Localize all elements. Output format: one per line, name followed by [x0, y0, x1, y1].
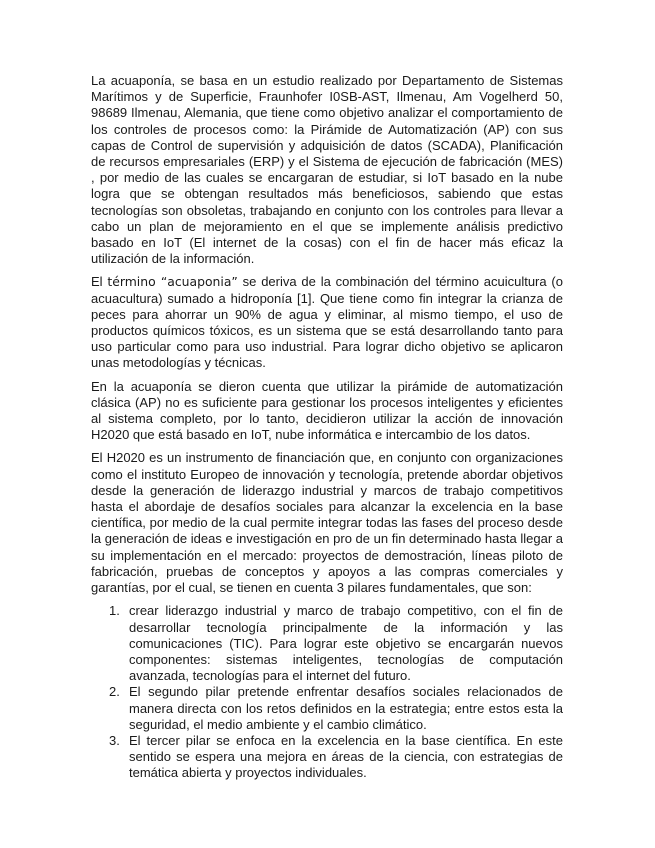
list-item [109, 603, 563, 684]
list-item-text: crear liderazgo industrial y marco de trabajo competitivo, con el fin de desarrollar tecnología principalmente de la información y las comunicaciones (TIC). Para lograr este objetivo se encargarán nuevos componentes: sistemas inteligentes, tecnologías de computación avanzada, tecnologías para el internet del futuro. [129, 603, 563, 684]
list-item [109, 732, 563, 782]
paragraph-automation-pyramid: En la acuaponía se dieron cuenta que utilizar la pirámide de automatización clásica (AP) no es suficiente para gestionar los procesos inteligentes y eficientes al sistema completo, por lo tanto, decidieron utilizar la acción de innovación H2020 que está basado en IoT, nube informática e intercambio de los datos. [91, 378, 563, 443]
paragraph-term-lead: El [91, 274, 108, 290]
document-body [91, 73, 563, 782]
term-acuaponia: término “acuaponia” [107, 274, 238, 290]
pillars-list [91, 603, 563, 781]
list-item-number: 3. [109, 732, 120, 748]
paragraph-term-body: se deriva de la combinación del término acuicultura (o acuacultura) sumado a hidroponía [1]. Que tiene como fin integrar la crianza de peces para ahorrar un 90% de agua y eliminar, al mismo tiempo, el uso de productos químicos tóxicos, es un sistema que se está desarrollando tanto para uso particular como para uso industrial. Para lograr dicho objetivo se aplicaron unas metodologías y técnicas. [91, 274, 563, 371]
list-item-text: El tercer pilar se enfoca en la excelencia en la base científica. En este sentido se espera una mejora en áreas de la ciencia, con estrategias de temática abierta y proyectos individuales. [129, 732, 563, 781]
paragraph-acuaponia-study: La acuaponía, se basa en un estudio realizado por Departamento de Sistemas Marítimos y de Superficie, Fraunhofer I0SB-AST, Ilmenau, Am Vogelherd 50, 98689 Ilmenau, Alemania, que tiene como objetivo analizar el comportamiento de los controles de procesos como: la Pirámide de Automatización (AP) con sus capas de Control de supervisión y adquisición de datos (SCADA), Planificación de recursos empresariales (ERP) y el Sistema de ejecución de fabricación (MES) , por medio de las cuales se encargaran de estudiar, si IoT basado en la nube logra que se obtengan resultados más beneficiosos, sabiendo que estas tecnologías son obsoletas, trabajando en conjunto con los controles para llevar a cabo un plan de mejoramiento en el que se implemente análisis predictivo basado en IoT (El internet de la cosas) con el fin de hacer más eficaz la utilización de la información. [91, 73, 563, 267]
list-item-number: 1. [109, 603, 120, 619]
list-item [109, 684, 563, 733]
paragraph-h2020: El H2020 es un instrumento de financiación que, en conjunto con organizaciones como el instituto Europeo de innovación y tecnología, pretende abordar objetivos desde la generación de liderazgo industrial y marcos de trabajo competitivos hasta el abordaje de desafíos sociales para alcanzar la excelencia en la base científica, por medio de la cual permite integrar todas las fases del proceso desde la generación de ideas e investigación en pro de un fin determinado hasta llegar a su implementación en el mercado: proyectos de demostración, líneas piloto de fabricación, pruebas de conceptos y apoyos a las compras comerciales y garantías, por el cual, se tienen en cuenta 3 pilares fundamentales, que son: [91, 450, 563, 596]
list-item-text: El segundo pilar pretende enfrentar desafíos sociales relacionados de manera directa con los retos definidos en la estrategia; entre estos esta la seguridad, el medio ambiente y el cambio climático. [129, 684, 563, 732]
list-item-number: 2. [109, 684, 120, 700]
paragraph-acuaponia-term [91, 274, 563, 371]
